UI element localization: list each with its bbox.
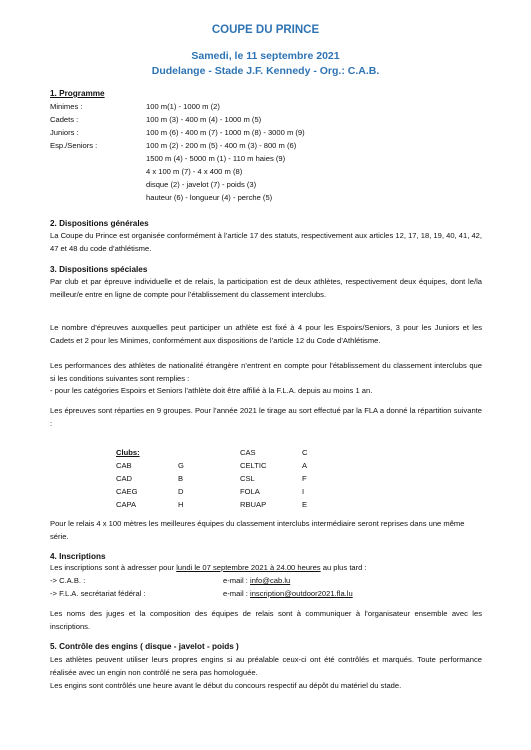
club-name: CSL — [240, 474, 255, 483]
controle-heading: 5. Contrôle des engins ( disque - javelot - poids ) — [50, 642, 239, 651]
programme-events: 100 m (6) - 400 m (7) - 1000 m (8) - 3000 m (9) — [146, 128, 305, 137]
club-group: C — [302, 448, 308, 457]
programme-events: 100 m (2) - 200 m (5) - 400 m (3) - 800 m (6) — [146, 141, 297, 150]
club-group: H — [178, 500, 184, 509]
club-name: FOLA — [240, 487, 260, 496]
programme-category: Cadets : — [50, 115, 79, 124]
club-group: A — [302, 461, 308, 470]
page-title: COUPE DU PRINCE — [211, 24, 320, 36]
fla-contact-row — [50, 589, 480, 598]
club-group: F — [302, 474, 307, 483]
cab-contact-row — [50, 576, 480, 585]
inscriptions-deadline: lundi le 07 septembre 2021 à 24.00 heures — [176, 563, 321, 572]
fla-email-link[interactable]: inscription@outdoor2021.fla.lu — [250, 589, 353, 598]
general-heading: 2. Dispositions générales — [50, 219, 149, 228]
inscriptions-heading: 4. Inscriptions — [50, 552, 106, 561]
club-group: D — [178, 487, 184, 496]
programme-events: 1500 m (4) - 5000 m (1) - 110 m haies (9) — [146, 154, 286, 163]
programme-heading: 1. Programme — [50, 89, 105, 98]
programme-events: 100 m (3) - 400 m (4) - 1000 m (5) — [146, 115, 262, 124]
club-name: CAS — [240, 448, 256, 457]
programme-category: Esp./Seniors : — [50, 141, 98, 150]
general-text: La Coupe du Prince est organisée conformément à l’article 17 des statuts, respectivement aux articles 12, 17, 18, 19, 40, 41, 42, 47 et 48 du code d’athlétisme. — [50, 231, 482, 253]
club-name: RBUAP — [240, 500, 267, 509]
inscriptions-intro — [50, 563, 367, 572]
special-paragraph-2: Le nombre d’épreuves auxquelles peut participer un athlète est fixé à 4 pour les Espoirs/Seniors, 3 pour les Juniors et les Cadets et 2 pour les Minimes, conformément aux dispositions de l’article 12 du Code d’Athlétisme. — [50, 323, 482, 345]
clubs-heading: Clubs: — [116, 448, 140, 457]
special-heading: 3. Dispositions spéciales — [50, 265, 148, 274]
club-name: CAEG — [116, 487, 138, 496]
club-group: G — [178, 461, 184, 470]
cab-email-label: e-mail : — [223, 576, 251, 585]
programme-events: disque (2) - javelot (7) - poids (3) — [146, 180, 257, 189]
controle-paragraph-2: Les engins sont contrôlés une heure avant le début du concours respectif au dépôt du matériel du stade. — [50, 681, 402, 690]
programme-category: Minimes : — [50, 102, 83, 111]
programme-events: 4 x 100 m (7) - 4 x 400 m (8) — [146, 167, 243, 176]
club-group: I — [302, 487, 305, 496]
special-paragraph-5: Pour le relais 4 x 100 mètres les meilleures équipes du classement interclubs intermédiaire seront reprises dans une même série. — [50, 519, 465, 541]
controle-paragraph-1: Les athlètes peuvent utiliser leurs propres engins si au préalable ceux-ci ont été contrôlés et marqués. Toute performance réalisée avec un engin non contrôlé ne sera pas homologuée. — [50, 655, 482, 677]
fla-email-label: e-mail : — [223, 589, 251, 598]
programme-events: hauteur (6) - longueur (4) - perche (5) — [146, 193, 273, 202]
fla-email-block — [223, 589, 353, 598]
event-date: Samedi, le 11 septembre 2021 — [191, 50, 340, 62]
fla-label: -> F.L.A. secrétariat fédéral : — [50, 589, 146, 598]
cab-email-link[interactable]: info@cab.lu — [250, 576, 291, 585]
special-paragraph-4: Les épreuves sont réparties en 9 groupes. Pour l’année 2021 le tirage au sort effectué par la FLA a donné la répartition suivante : — [50, 406, 482, 428]
cab-email-block — [223, 576, 290, 585]
programme-events: 100 m(1) - 1000 m (2) — [146, 102, 220, 111]
special-paragraph-1: Par club et par épreuve individuelle et de relais, la participation est de deux athlètes, respectivement deux équipes, dont le/la meilleur/e entre en ligne de compte pour l’établissement du classement interclubs. — [50, 277, 482, 299]
inscriptions-intro-end: au plus tard : — [320, 563, 367, 572]
club-name: CAD — [116, 474, 133, 483]
club-name: CAPA — [116, 500, 137, 509]
special-paragraph-3b: - pour les catégories Espoirs et Seniors l’athlète doit être affilié à la F.L.A. depuis au moins 1 an. — [50, 386, 373, 395]
cab-label: -> C.A.B. : — [50, 576, 86, 585]
programme-category: Juniors : — [50, 128, 79, 137]
club-group: B — [178, 474, 184, 483]
inscriptions-note: Les noms des juges et la composition des équipes de relais sont à communiquer à l’organisateur ensemble avec les inscriptions. — [50, 609, 482, 631]
club-name: CELTIC — [240, 461, 267, 470]
event-venue: Dudelange - Stade J.F. Kennedy - Org.: C.A.B. — [151, 65, 380, 77]
special-paragraph-3: Les performances des athlètes de nationalité étrangère n’entrent en compte pour l’établissement du classement interclubs que si les conditions suivantes sont remplies : — [50, 361, 482, 383]
inscriptions-intro-start: Les inscriptions sont à adresser pour — [50, 563, 177, 572]
club-group: E — [302, 500, 308, 509]
club-name: CAB — [116, 461, 132, 470]
